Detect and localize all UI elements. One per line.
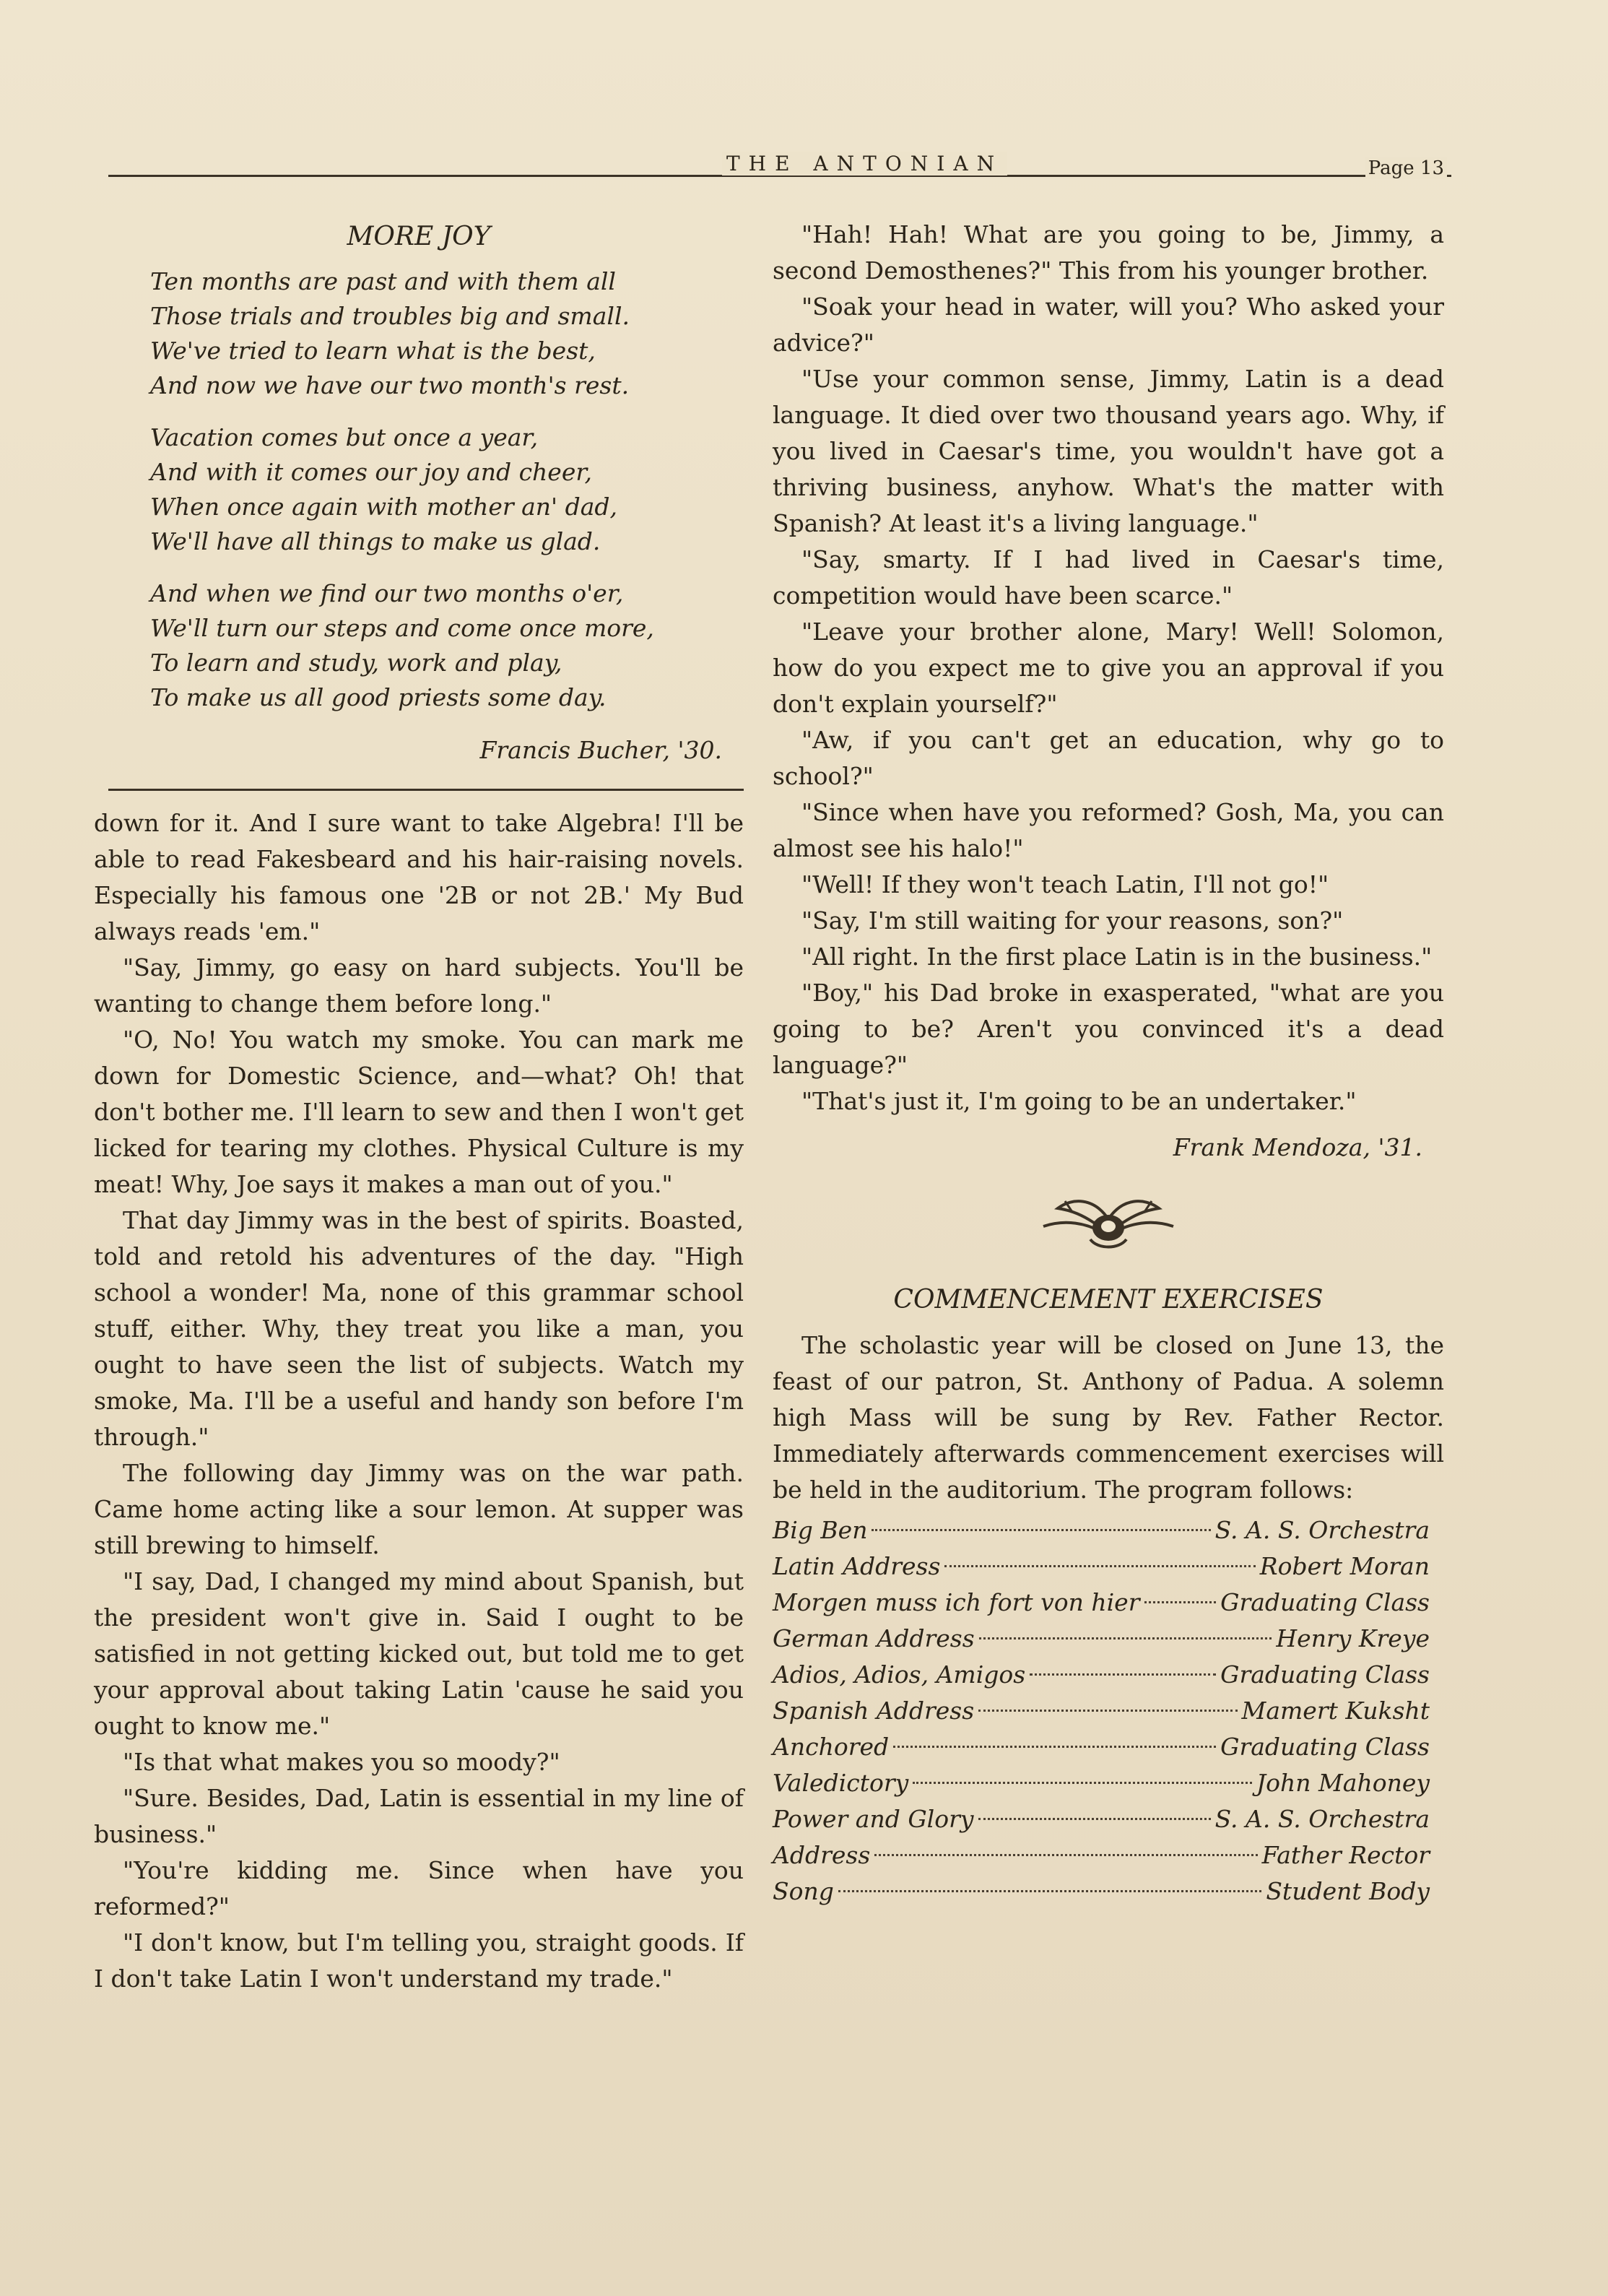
program-row [773,1548,1430,1585]
story-paragraph: "That's just it, I'm going to be an undertaker." [801,1087,1357,1115]
poem-line: To learn and study, work and play, [150,649,562,677]
leader-dots [893,1746,1216,1748]
program-list [773,1512,1444,1910]
program-row [773,1621,1430,1657]
poem-line: We'll turn our steps and come once more, [150,614,654,642]
story-paragraph: "Say, Jimmy, go easy on hard subjects. You'll be wanting to change them before long." [94,953,744,1018]
poem-line: To make us all good priests some day. [150,683,607,711]
poem-stanza [150,264,744,403]
poem-line: And when we find our two months o'er, [150,579,624,607]
program-row [773,1765,1430,1801]
poem-line: We'll have all things to make us glad. [150,527,601,555]
story-paragraph: "All right. In the first place Latin is in the business." [801,943,1433,971]
program-item: Valedictory [773,1769,909,1797]
poem-stanza [150,576,744,715]
program-row [773,1729,1430,1765]
program-item: Latin Address [773,1552,941,1580]
commencement-intro: The scholastic year will be closed on June 13, the feast of our patron, St. Anthony of Padua. A solemn high Mass will be sung by Rev. Father Rector. Immediately afterwards commencement exercises will be held in the auditorium. The program follows: [773,1331,1444,1504]
story-paragraph: "Boy," his Dad broke in exasperated, "what are you going to be? Aren't you convinced it's a dead language?" [773,979,1444,1079]
story-paragraph: "Use your common sense, Jimmy, Latin is a dead language. It died over two thousand years ago. Why, if you lived in Caesar's time, you wouldn't have got a thriving business, anyhow. What's the matter with Spanish? At least it's a living language." [773,365,1444,537]
story-paragraph: "Say, smarty. If I had lived in Caesar's time, competition would have been scarce." [773,545,1444,610]
poem-line: Vacation comes but once a year, [150,423,539,451]
leader-dots [913,1782,1252,1784]
story-paragraph: down for it. And I sure want to take Algebra! I'll be able to read Fakesbeard and his hair-raising novels. Especially his famous one '2B or not 2B.' My Bud always reads 'em." [94,809,744,945]
poem-line: We've tried to learn what is the best, [150,337,596,365]
program-item: Address [773,1841,871,1869]
poem-line: And now we have our two month's rest. [150,371,630,399]
program-item: Adios, Adios, Amigos [773,1660,1026,1689]
story-author: Frank Mendoza, '31. [1173,1133,1422,1161]
story-paragraph: "Sure. Besides, Dad, Latin is essential in my line of business." [94,1784,744,1848]
poem-line: And with it comes our joy and cheer, [150,458,592,486]
program-performer: Robert Moran [1259,1552,1430,1580]
story-paragraph: "Soak your head in water, will you? Who asked your advice?" [773,293,1444,357]
program-row [773,1801,1430,1837]
program-row [773,1585,1430,1621]
leader-dots [1144,1601,1217,1603]
publication-title: THE ANTONIAN [722,152,1007,176]
program-item: Morgen muss ich fort von hier [773,1588,1140,1616]
program-performer: S. A. S. Orchestra [1214,1805,1430,1833]
program-row [773,1657,1430,1693]
program-performer: S. A. S. Orchestra [1214,1516,1430,1544]
leader-dots [944,1565,1255,1567]
poem-title: MORE JOY [347,222,491,251]
program-item: Song [773,1877,834,1905]
story-paragraph: "O, No! You watch my smoke. You can mark me down for Domestic Science, and—what? Oh! that don't bother me. I'll learn to sew and then I won't get licked for tearing my clothes. Physical Culture is my meat! Why, Joe says it makes a man out of you." [94,1026,744,1198]
program-item: Anchored [773,1733,890,1761]
program-item: German Address [773,1624,975,1652]
program-performer: Henry Kreye [1276,1624,1430,1652]
program-item: Spanish Address [773,1697,975,1725]
poem-author: Francis Bucher, '30. [479,736,722,764]
leader-dots [1030,1673,1216,1676]
story-paragraph: "Leave your brother alone, Mary! Well! Solomon, how do you expect me to give you an approval if you don't explain yourself?" [773,618,1444,718]
program-row [773,1512,1430,1548]
program-performer: Graduating Class [1220,1660,1430,1689]
program-row [773,1873,1430,1910]
story-paragraph: "Since when have you reformed? Gosh, Ma, you can almost see his halo!" [773,798,1444,862]
section-divider [108,789,744,791]
leader-dots [979,1637,1272,1639]
program-performer: Student Body [1266,1877,1430,1905]
program-performer: Father Rector [1261,1841,1430,1869]
program-performer: John Mahoney [1256,1769,1430,1797]
poem-stanza [150,420,744,559]
story-paragraph: "Aw, if you can't get an education, why go to school?" [773,726,1444,790]
story-paragraph: "Say, I'm still waiting for your reasons, son?" [801,906,1344,935]
program-performer: Graduating Class [1220,1733,1430,1761]
story-paragraph: The following day Jimmy was on the war path. Came home acting like a sour lemon. At supper was still brewing to himself. [94,1459,744,1559]
poem-line: Those trials and troubles big and small. [150,302,630,330]
program-row [773,1837,1430,1873]
story-paragraph: "Is that what makes you so moody?" [123,1748,560,1776]
leader-dots [872,1529,1210,1531]
leader-dots [838,1890,1261,1892]
program-item: Power and Glory [773,1805,974,1833]
leader-dots [978,1710,1237,1712]
program-performer: Mamert Kuksht [1241,1697,1430,1725]
leader-dots [978,1818,1211,1820]
story-paragraph: "I say, Dad, I changed my mind about Spanish, but the president won't give in. Said I ought to be satisfied in not getting kicked out, but told me to get your approval about taking Latin 'cause he said you ought to know me." [94,1567,744,1740]
program-row [773,1693,1430,1729]
story-paragraph: "Well! If they won't teach Latin, I'll not go!" [801,870,1329,898]
poem-line: Ten months are past and with them all [150,267,616,295]
commencement-title: COMMENCEMENT EXERCISES [893,1285,1324,1314]
story-paragraph: "I don't know, but I'm telling you, straight goods. If I don't take Latin I won't understand my trade." [94,1928,744,1993]
program-performer: Graduating Class [1220,1588,1430,1616]
story-paragraph: That day Jimmy was in the best of spirits. Boasted, told and retold his adventures of the day. "High school a wonder! Ma, none of this grammar school stuff, either. Why, they treat you like a man, you ought to have seen the list of subjects. Watch my smoke, Ma. I'll be a useful and handy son before I'm through." [94,1206,744,1451]
page-header [108,152,1451,181]
page-number: Page 13 [1365,157,1447,179]
program-item: Big Ben [773,1516,868,1544]
right-column [773,217,1444,1910]
poem-line: When once again with mother an' dad, [150,493,618,521]
left-column [94,217,744,1997]
leader-dots [874,1854,1257,1856]
story-paragraph: "You're kidding me. Since when have you reformed?" [94,1856,744,1920]
floral-ornament-icon [773,1183,1444,1265]
story-paragraph: "Hah! Hah! What are you going to be, Jimmy, a second Demosthenes?" This from his younger brother. [773,220,1444,285]
